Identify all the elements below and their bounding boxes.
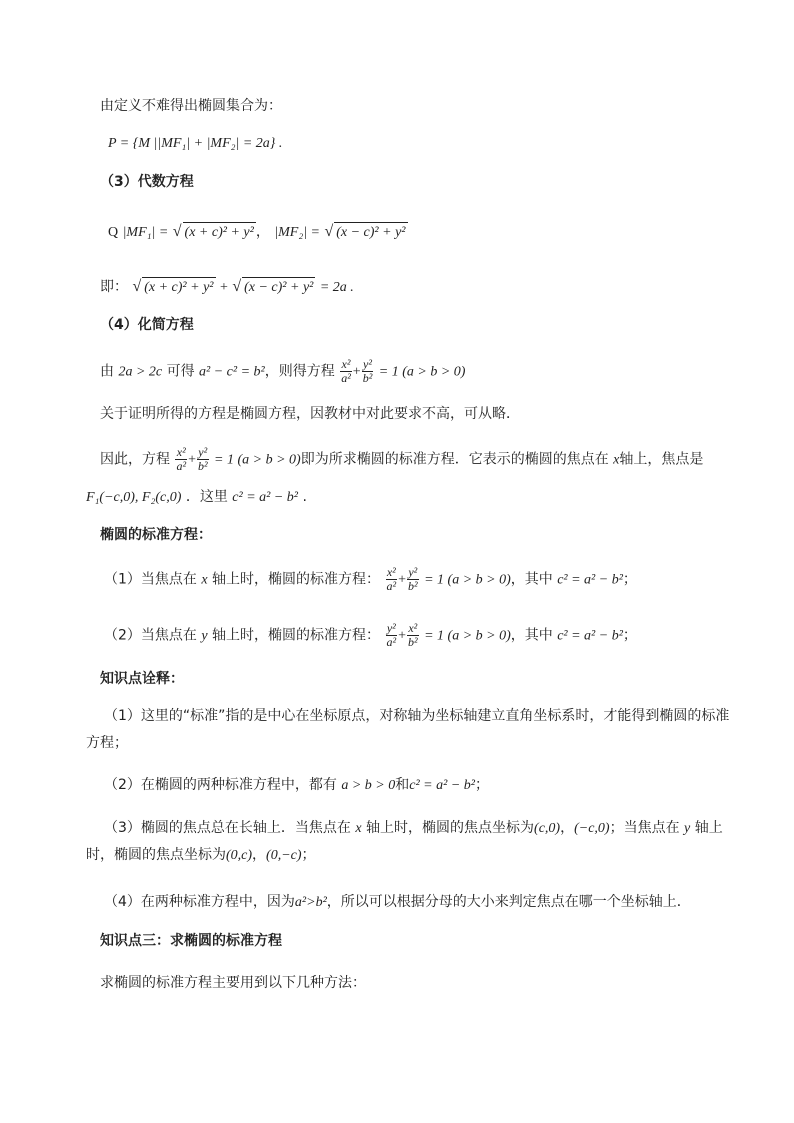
heading-algebraic-equation — [100, 172, 194, 192]
math: (0,−c) — [266, 848, 302, 863]
text: 轴上时，椭圆的焦点坐标为 — [366, 820, 535, 836]
paragraph-set-intro — [100, 96, 282, 116]
standard-equation-statement — [100, 446, 703, 473]
math: c² = a² − b² — [557, 572, 623, 588]
derived-equation — [100, 358, 465, 385]
fraction: $\frac{\text{y²}}{\text{b²}}$ — [408, 565, 418, 593]
text: 由 — [100, 363, 114, 380]
text: ， — [252, 847, 267, 863]
math: c² = a² − b² — [232, 490, 298, 505]
paragraph-methods — [100, 973, 366, 993]
math: = 2a . — [319, 280, 354, 295]
text: 即为所求椭圆的标准方程．它表示的椭圆的焦点在 — [300, 451, 609, 468]
note-1-line-1 — [104, 706, 729, 726]
text: ；当焦点在 — [609, 820, 680, 836]
heading-knowledge-point-3 — [100, 931, 282, 951]
note-3-line-1 — [104, 818, 723, 839]
math: + — [352, 364, 361, 380]
math: (x + c)² + y² — [142, 277, 215, 298]
math: (x − c)² + y² — [242, 277, 315, 298]
math: x — [355, 821, 362, 836]
note-1-line-2 — [86, 733, 128, 753]
heading-text: （3）代数方程 — [100, 174, 194, 190]
math: a > b > 0 — [341, 778, 396, 793]
note-3-line-2 — [86, 845, 316, 866]
fraction: $\frac{\text{x²}}{\text{b²}}$ — [408, 621, 418, 649]
math: 2a > 2c — [118, 364, 163, 380]
text: （1）这里的“标准”指的是中心在坐标原点，对称轴为坐标轴建立直角坐标系时，才能得到椭圆的标准 — [104, 708, 730, 724]
math: c² = a² − b² — [409, 778, 475, 793]
math: + — [398, 628, 407, 644]
text: 和 — [395, 777, 410, 793]
heading-text: 椭圆的标准方程： — [100, 527, 212, 543]
math: a²>b² — [294, 895, 327, 910]
math: = 1 (a > b > 0) — [424, 628, 511, 644]
sum-equation — [100, 277, 354, 298]
text: ； — [622, 627, 637, 644]
text: ，则得方程 — [264, 363, 335, 380]
math: (c,0) — [534, 821, 561, 836]
text: ； — [301, 847, 316, 863]
text: （1）当焦点在 — [104, 571, 197, 588]
math: P = {M ||MF₁| + |MF₂| = 2a} . — [108, 136, 283, 151]
math: (0,c) — [226, 848, 253, 863]
text: 轴上时，椭圆的标准方程： — [212, 571, 381, 588]
math: + — [188, 452, 196, 468]
sqrt-symbol: √ — [172, 223, 182, 240]
set-equation — [108, 133, 282, 154]
text: 即： — [100, 279, 128, 295]
text: . — [302, 489, 307, 505]
math: = 1 (a > b > 0) — [214, 452, 301, 468]
standard-equation-y — [104, 622, 637, 649]
text: （3）椭圆的焦点总在长轴上．当焦点在 — [104, 820, 351, 836]
heading-text: 知识点三：求椭圆的标准方程 — [100, 933, 282, 949]
fraction: $\frac{\text{x²}}{\text{a²}}$ — [341, 357, 351, 385]
math: Q — [108, 225, 119, 240]
fraction: $\frac{\text{x²}}{\text{a²}}$ — [386, 565, 397, 593]
fraction: $\frac{\text{y²}}{\text{b²}}$ — [362, 357, 373, 385]
math: |MF₂| = — [274, 225, 320, 240]
text: 方程； — [86, 735, 128, 751]
text: 轴上 — [694, 820, 723, 836]
sqrt-symbol: √ — [132, 278, 142, 295]
text: （2）当焦点在 — [104, 627, 197, 644]
text: ， — [560, 820, 575, 836]
math: c² = a² − b² — [557, 628, 623, 644]
text: ．这里 — [185, 489, 228, 505]
heading-standard-equation — [100, 525, 212, 545]
text: ； — [474, 777, 489, 793]
text: 求椭圆的标准方程主要用到以下几种方法： — [100, 975, 366, 991]
math: = 1 (a > b > 0) — [424, 572, 511, 588]
math: a² − c² = b² — [199, 364, 265, 380]
text: ； — [622, 571, 637, 588]
math: F₁(−c,0), F₂(c,0) — [86, 490, 182, 505]
heading-text: 知识点诠释： — [100, 671, 184, 687]
note-4 — [104, 892, 691, 913]
fraction: $\frac{\text{y²}}{\text{b²}}$ — [197, 445, 208, 473]
math: + — [398, 572, 407, 588]
sqrt-symbol: √ — [324, 223, 334, 240]
heading-knowledge-note — [100, 669, 184, 689]
text: 由定义不难得出椭圆集合为： — [100, 98, 282, 114]
note-2 — [104, 775, 489, 796]
foci-statement — [86, 487, 307, 508]
heading-simplify-equation — [100, 315, 194, 335]
text: 关于证明所得的方程是椭圆方程，因教材中对此要求不高，可从略． — [100, 406, 520, 422]
math: x — [201, 572, 208, 588]
distance-formulas — [108, 222, 408, 243]
text: 轴上时，椭圆的标准方程： — [212, 627, 381, 644]
math: + — [219, 280, 228, 295]
math: y — [201, 628, 208, 644]
text: （2）在椭圆的两种标准方程中，都有 — [104, 777, 337, 793]
math: (x − c)² + y² — [334, 222, 407, 243]
text: ， — [255, 224, 270, 240]
text: （4）在两种标准方程中，因为 — [104, 894, 295, 910]
math: |MF₁| = — [122, 225, 169, 240]
math: (−c,0) — [574, 821, 610, 836]
math: = 1 (a > b > 0) — [378, 364, 466, 380]
text: ，所以可以根据分母的大小来判定焦点在哪一个坐标轴上． — [326, 894, 691, 910]
text: 因此，方程 — [100, 451, 170, 468]
math: x — [613, 452, 620, 468]
fraction: $\frac{\text{y²}}{\text{a²}}$ — [386, 621, 397, 649]
text: 时，椭圆的焦点坐标为 — [86, 847, 226, 863]
heading-text: （4）化简方程 — [100, 317, 194, 333]
math: (x + c)² + y² — [183, 222, 256, 243]
text: 轴上，焦点是 — [619, 451, 704, 468]
text: 可得 — [166, 363, 195, 380]
paragraph-proof-note — [100, 404, 520, 424]
text: ，其中 — [510, 627, 553, 644]
standard-equation-x — [104, 566, 637, 593]
sqrt-symbol: √ — [232, 278, 242, 295]
fraction: $\frac{\text{x²}}{\text{a²}}$ — [176, 445, 187, 473]
math: y — [684, 821, 691, 836]
text: ，其中 — [510, 571, 553, 588]
